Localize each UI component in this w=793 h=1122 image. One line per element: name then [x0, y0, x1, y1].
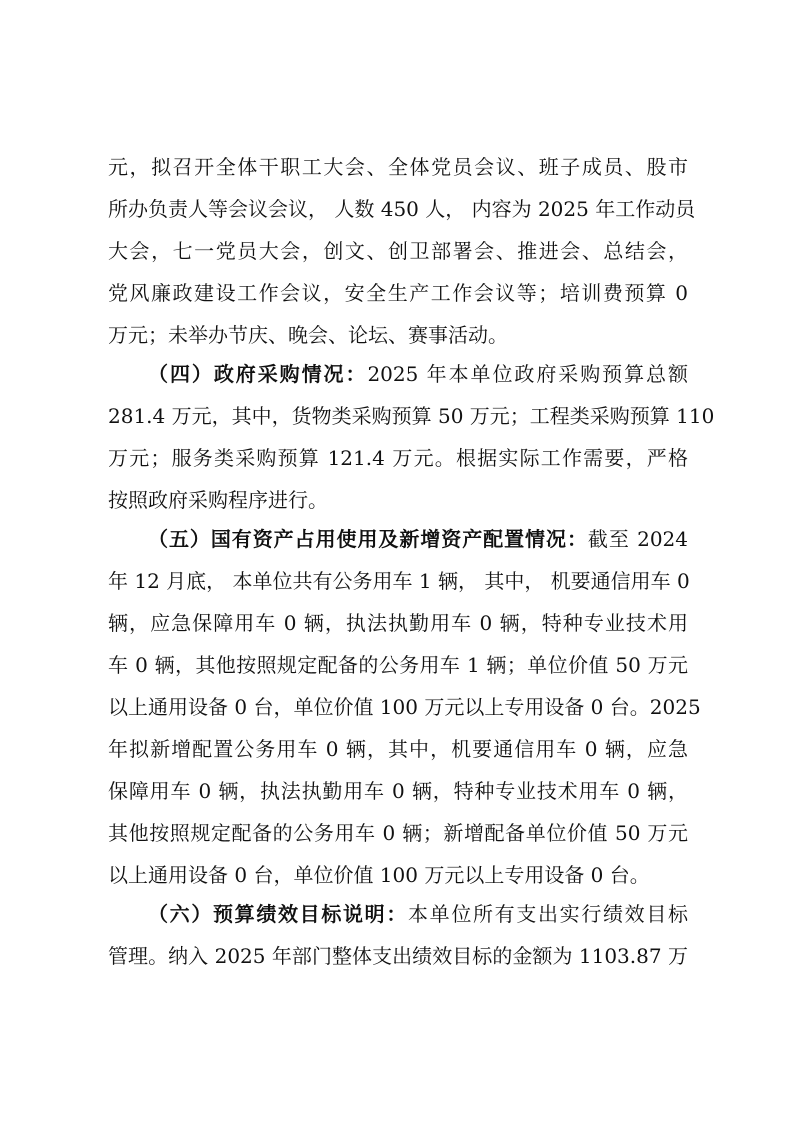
text-line: 年 12 月底， 本单位共有公务用车 1 辆， 其中， 机要通信用车 0: [108, 569, 690, 593]
text-line: 以上通用设备 0 台，单位价值 100 万元以上专用设备 0 台。2025: [108, 695, 701, 719]
text-line: 其他按照规定配备的公务用车 0 辆；新增配备单位价值 50 万元: [108, 821, 688, 845]
text-line: 元，拟召开全体干职工大会、全体党员会议、班子成员、股市: [108, 155, 688, 179]
section-heading-assets: （五）国有资产占用使用及新增资产配置情况：: [148, 527, 588, 551]
text-line: 年拟新增配置公务用车 0 辆，其中，机要通信用车 0 辆，应急: [108, 737, 688, 761]
text-line: 281.4 万元，其中，货物类采购预算 50 万元；工程类采购预算 110: [108, 404, 715, 428]
text-line: 辆，应急保障用车 0 辆，执法执勤用车 0 辆，特种专业技术用: [108, 611, 688, 635]
text-span: 2025 年本单位政府采购预算总额: [367, 362, 689, 386]
text-line: 大会，七一党员大会，创文、创卫部署会、推进会、总结会，: [108, 239, 688, 263]
text-line: 保障用车 0 辆，执法执勤用车 0 辆，特种专业技术用车 0 辆，: [108, 779, 688, 803]
text-line: 按照政府采购程序进行。: [108, 488, 328, 512]
text-line: 党风廉政建设工作会议，安全生产工作会议等；培训费预算 0: [108, 281, 688, 305]
paragraph-procurement-first-line: [148, 355, 688, 393]
section-heading-performance: （六）预算绩效目标说明：: [148, 902, 408, 926]
text-line: 万元；未举办节庆、晚会、论坛、赛事活动。: [108, 323, 508, 347]
text-span: 截至 2024: [587, 527, 689, 551]
paragraph-performance-first-line: [148, 895, 688, 933]
text-line: 以上通用设备 0 台，单位价值 100 万元以上专用设备 0 台。: [108, 863, 650, 887]
text-line: 所办负责人等会议会议， 人数 450 人， 内容为 2025 年工作动员: [108, 197, 696, 221]
text-span: 本单位所有支出实行绩效目标: [408, 902, 688, 926]
text-line: 车 0 辆，其他按照规定配备的公务用车 1 辆；单位价值 50 万元: [108, 653, 688, 677]
text-line: 万元；服务类采购预算 121.4 万元。根据实际工作需要，严格: [108, 446, 688, 470]
paragraph-assets-first-line: [148, 520, 688, 558]
section-heading-procurement: （四）政府采购情况：: [148, 362, 368, 386]
text-line: 管理。纳入 2025 年部门整体支出绩效目标的金额为 1103.87 万: [108, 944, 688, 968]
